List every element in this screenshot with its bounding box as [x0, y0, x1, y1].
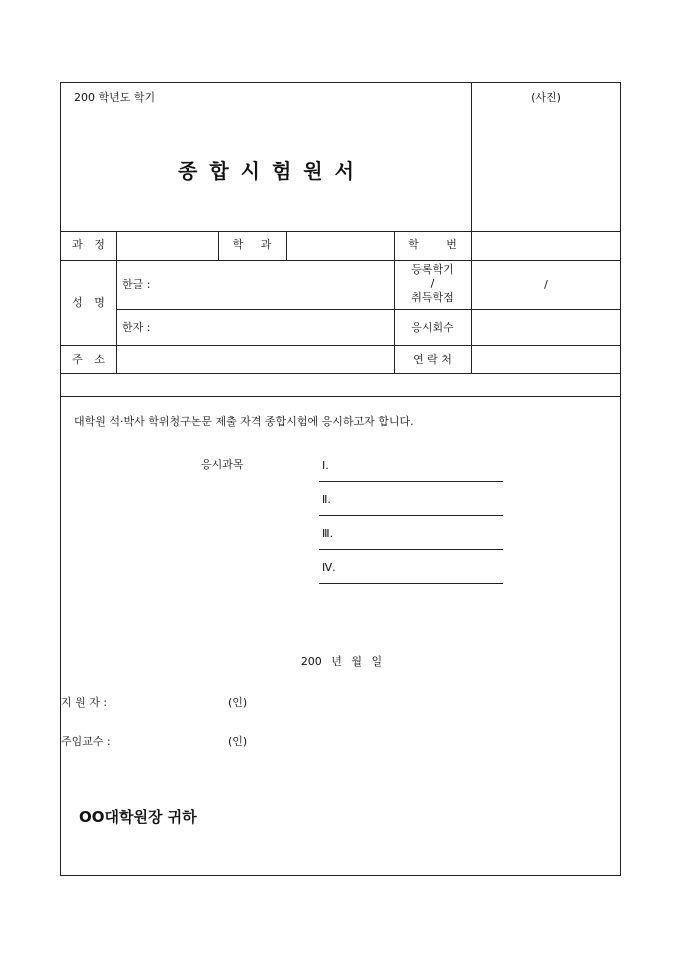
korean-name-label: 한글 :: [122, 278, 151, 291]
reg-semester-label-2: /: [430, 277, 435, 290]
address-label: 주 소: [72, 353, 105, 366]
subject-1-line: [319, 481, 503, 482]
date-line[interactable]: 200 년 월 일: [300, 655, 383, 668]
subjects-label: 응시과목: [201, 458, 244, 471]
divider-row3: [61, 345, 620, 346]
application-statement: 대학원 석·박사 학위청구논문 제출 자격 종합시험에 응시하고자 합니다.: [74, 415, 414, 428]
subject-1[interactable]: Ⅰ.: [322, 459, 329, 472]
contact-label: 연 락 처: [413, 353, 452, 366]
photo-placeholder: (사진): [531, 91, 561, 104]
form-title: 종합시험원서: [178, 159, 366, 183]
subject-4[interactable]: Ⅳ.: [322, 561, 336, 574]
addressee: OO대학원장 귀하: [79, 808, 197, 826]
name-label: 성 명: [72, 296, 105, 309]
year-term: 200 학년도 학기: [74, 91, 156, 104]
attempt-field[interactable]: [472, 311, 620, 343]
subject-2-line: [319, 515, 503, 516]
subject-3-line: [319, 549, 503, 550]
contact-field[interactable]: [472, 347, 620, 372]
divider-row5: [61, 396, 620, 397]
department-label: 학 과: [232, 238, 272, 251]
student-id-label: 학 번: [408, 238, 457, 251]
student-id-field[interactable]: [472, 232, 620, 259]
subject-2[interactable]: Ⅱ.: [322, 493, 331, 506]
applicant-label: 지 원 자 :: [61, 696, 108, 709]
korean-name-field[interactable]: [166, 263, 391, 307]
reg-semester-label-1: 등록학기: [411, 263, 454, 276]
course-label: 과 정: [72, 238, 105, 251]
attempt-label: 응시회수: [411, 321, 454, 334]
advisor-label: 주임교수 :: [61, 735, 111, 748]
divider-row2: [61, 260, 620, 261]
advisor-seal[interactable]: (인): [228, 735, 248, 748]
reg-semester-value[interactable]: /: [544, 278, 548, 291]
course-field[interactable]: [117, 232, 217, 259]
reg-semester-label-3: 취득학점: [411, 291, 454, 304]
subject-4-line: [319, 583, 503, 584]
address-field[interactable]: [117, 347, 393, 372]
divider-row4: [61, 373, 620, 374]
department-field[interactable]: [287, 232, 393, 259]
chinese-name-field[interactable]: [166, 311, 391, 343]
chinese-name-label: 한자 :: [122, 321, 151, 334]
subject-3[interactable]: Ⅲ.: [322, 527, 334, 540]
application-form: [60, 82, 621, 876]
applicant-seal[interactable]: (인): [228, 696, 248, 709]
divider-name-inner: [116, 309, 620, 310]
